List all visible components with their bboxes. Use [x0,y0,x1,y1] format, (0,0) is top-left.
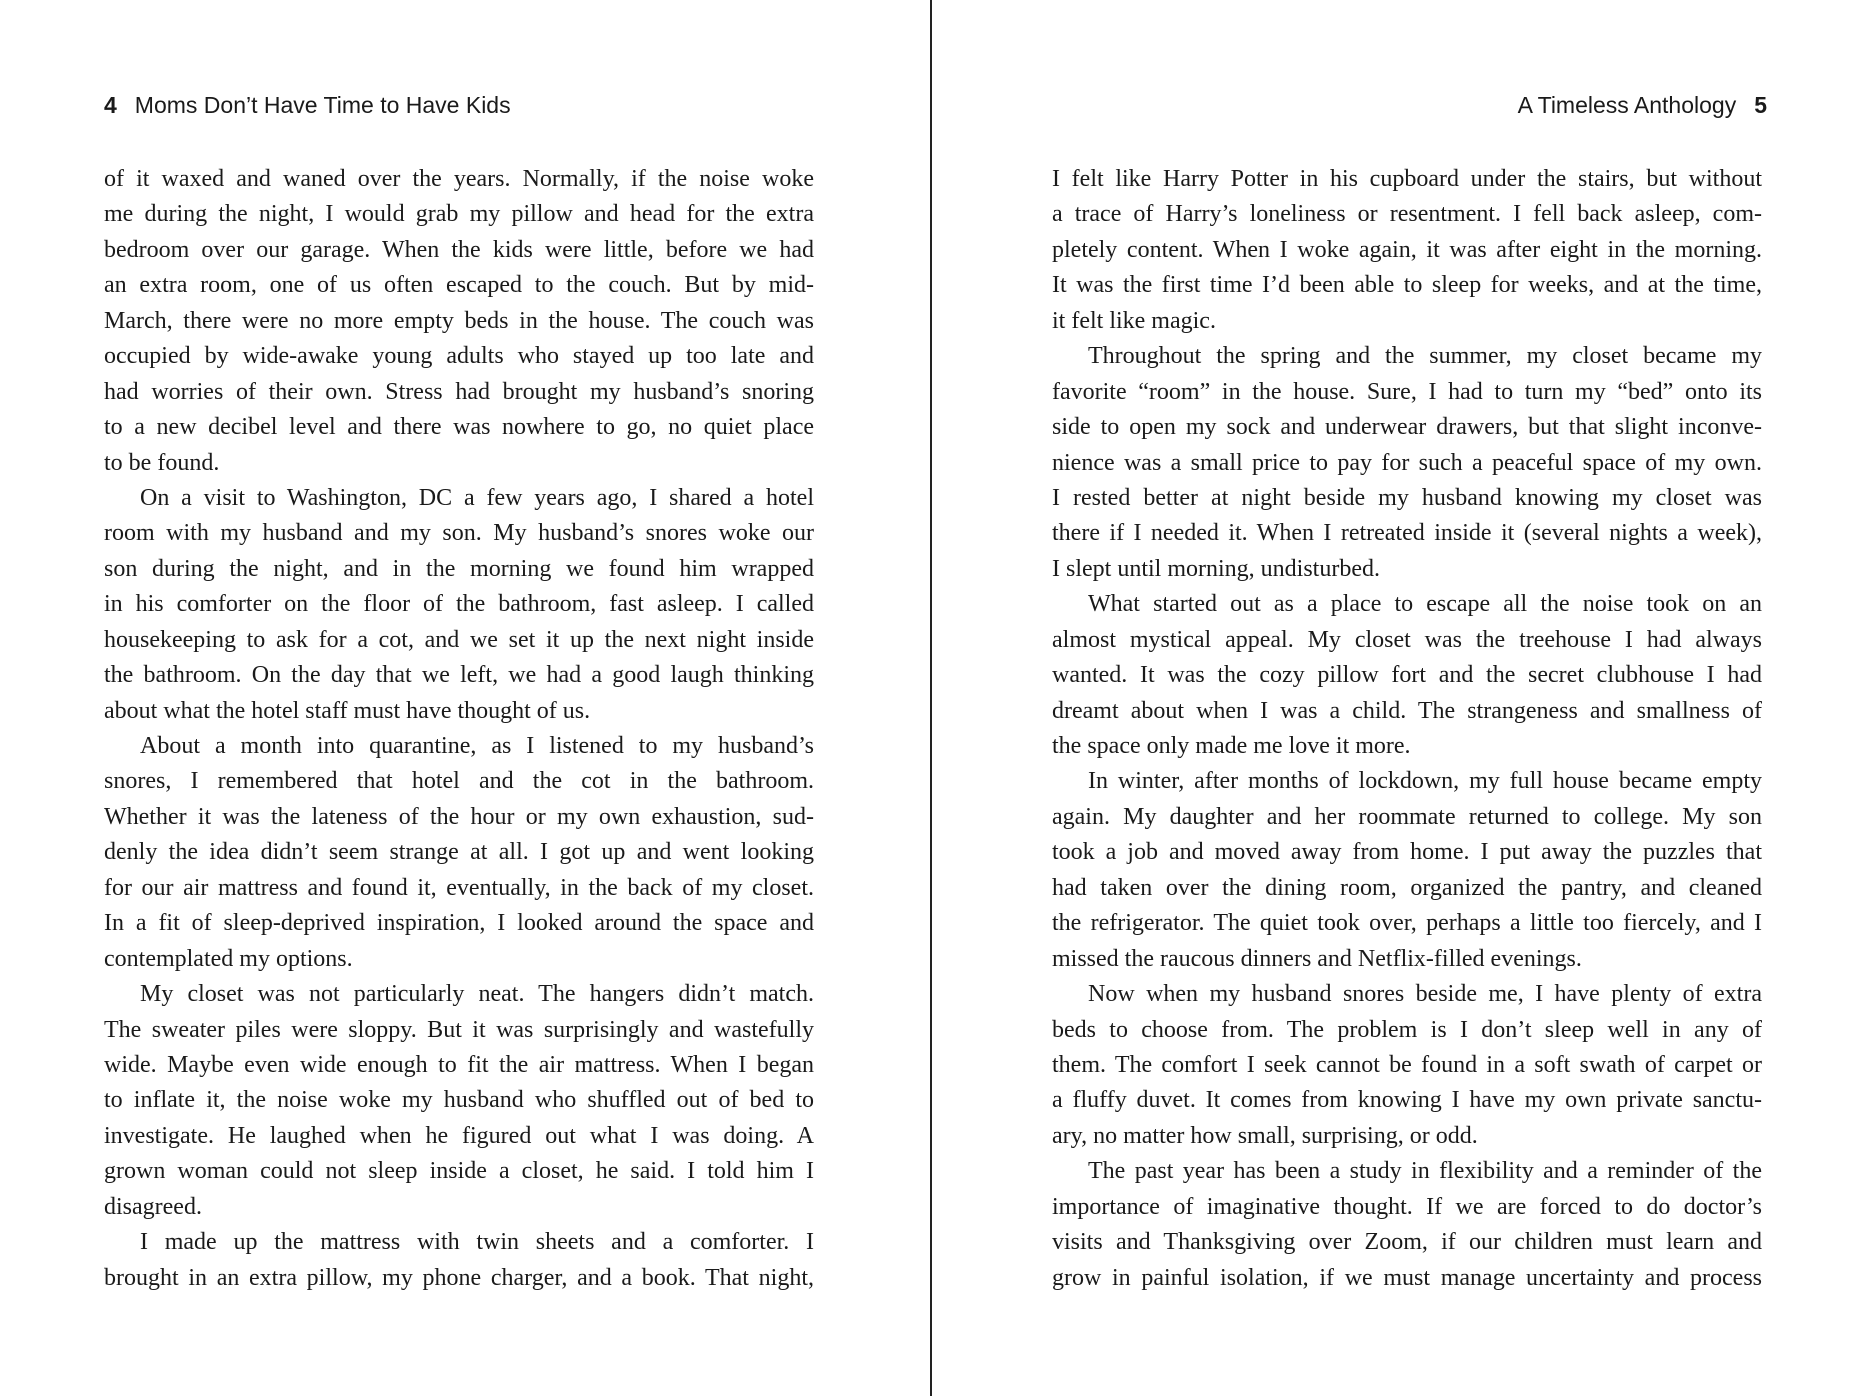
text-line: occupied by wide-awake young adults who stayed up too late and [104,343,814,370]
text-line: to be found. [104,449,220,476]
text-line: investigate. He laughed when he figured out what I was doing. A [104,1122,814,1149]
text-line: room with my husband and my son. My husband’s snores woke our [104,520,814,547]
text-line: The past year has been a study in flexibility and a reminder of the [1088,1158,1762,1185]
text-line: disagreed. [104,1193,202,1220]
text-line: About a month into quarantine, as I listened to my husband’s [140,733,814,759]
text-line: Throughout the spring and the summer, my closet became my [1088,343,1762,370]
text-line: about what the hotel staff must have thought of us. [104,697,591,724]
left-body-text [104,162,814,1296]
text-line: In a fit of sleep-deprived inspiration, I looked around the space and [104,910,814,937]
text-line: an extra room, one of us often escaped to the couch. But by mid- [104,272,814,299]
text-line: pletely content. When I woke again, it was after eight in the morning. [1052,236,1762,263]
left-page [0,0,930,1396]
text-line: contemplated my options. [104,945,353,972]
text-line: It was the first time I’d been able to sleep for weeks, and at the time, [1052,272,1762,299]
text-line: almost mystical appeal. My closet was the treehouse I had always [1052,626,1762,653]
text-line: the bathroom. On the day that we left, we had a good laugh thinking [104,662,814,689]
text-line: a trace of Harry’s loneliness or resentment. I fell back asleep, com- [1052,201,1762,228]
right-running-head-title: A Timeless Anthology [1517,92,1737,118]
text-line: visits and Thanksgiving over Zoom, if our children must learn and [1052,1229,1762,1256]
text-line: the space only made me love it more. [1052,733,1411,759]
text-line: My closet was not particularly neat. The hangers didn’t match. [140,981,814,1008]
text-line: I slept until morning, undisturbed. [1052,555,1380,582]
text-line: had worries of their own. Stress had brought my husband’s snoring [104,378,814,405]
text-line: to inflate it, the noise woke my husband who shuffled out of bed to [104,1087,814,1114]
text-line: Now when my husband snores beside me, I have plenty of extra [1088,981,1762,1008]
text-line: importance of imaginative thought. If we are forced to do doctor’s [1052,1193,1762,1220]
text-line: snores, I remembered that hotel and the cot in the bathroom. [104,768,814,795]
text-line: wanted. It was the cozy pillow fort and the secret clubhouse I had [1052,662,1762,689]
text-line: Whether it was the lateness of the hour or my own exhaustion, sud- [104,803,814,830]
text-line: denly the idea didn’t seem strange at all. I got up and went looking [104,839,814,866]
text-line: a fluffy duvet. It comes from knowing I have my own private sanctu- [1052,1087,1762,1114]
right-body-text [1052,162,1762,1296]
text-line: brought in an extra pillow, my phone charger, and a book. That night, [104,1264,814,1291]
text-line: again. My daughter and her roommate returned to college. My son [1052,803,1762,830]
text-line: the refrigerator. The quiet took over, perhaps a little too fiercely, and I [1052,910,1762,937]
text-line: beds to choose from. The problem is I don’t sleep well in any of [1052,1016,1762,1043]
text-line: it felt like magic. [1052,307,1216,334]
text-line: wide. Maybe even wide enough to fit the air mattress. When I began [104,1051,814,1078]
right-page-number: 5 [1754,92,1767,118]
text-line: of it waxed and waned over the years. Normally, if the noise woke [104,166,814,192]
text-line: I felt like Harry Potter in his cupboard under the stairs, but without [1052,166,1762,192]
text-line: The sweater piles were sloppy. But it was surprisingly and wastefully [104,1016,814,1043]
text-line: for our air mattress and found it, eventually, in the back of my closet. [104,874,814,901]
right-running-head [1518,90,1767,120]
text-line: bedroom over our garage. When the kids were little, before we had [104,236,814,263]
left-page-number: 4 [104,92,117,118]
text-line: March, there were no more empty beds in the house. The couch was [104,307,814,334]
text-line: grown woman could not sleep inside a closet, he said. I told him I [104,1158,814,1185]
text-line: dreamt about when I was a child. The strangeness and smallness of [1052,697,1762,724]
text-line: missed the raucous dinners and Netflix-filled evenings. [1052,945,1582,972]
text-line: What started out as a place to escape all the noise took on an [1088,591,1762,618]
text-line: I made up the mattress with twin sheets and a comforter. I [140,1229,814,1256]
text-line: side to open my sock and underwear drawers, but that slight inconve- [1052,414,1762,441]
text-line: me during the night, I would grab my pillow and head for the extra [104,201,814,228]
text-line: there if I needed it. When I retreated inside it (several nights a week), [1052,520,1762,547]
text-line: housekeeping to ask for a cot, and we set it up the next night inside [104,626,814,653]
text-line: them. The comfort I seek cannot be found in a soft swath of carpet or [1052,1051,1762,1078]
text-line: nience was a small price to pay for such a peaceful space of my own. [1052,449,1762,476]
text-line: had taken over the dining room, organized the pantry, and cleaned [1052,874,1762,901]
text-line: grow in painful isolation, if we must manage uncertainty and process [1052,1264,1762,1291]
text-line: In winter, after months of lockdown, my full house became empty [1088,768,1762,795]
text-line: I rested better at night beside my husband knowing my closet was [1052,484,1762,511]
left-running-head-title: Moms Don’t Have Time to Have Kids [134,92,511,118]
left-running-head [104,90,511,120]
right-page [932,0,1862,1396]
text-line: son during the night, and in the morning we found him wrapped [104,555,814,582]
text-line: On a visit to Washington, DC a few years ago, I shared a hotel [140,484,814,511]
text-line: to a new decibel level and there was nowhere to go, no quiet place [104,414,814,441]
text-line: favorite “room” in the house. Sure, I had to turn my “bed” onto its [1052,378,1762,405]
text-line: ary, no matter how small, surprising, or odd. [1052,1122,1478,1149]
text-line: in his comforter on the floor of the bathroom, fast asleep. I called [104,591,814,618]
text-line: took a job and moved away from home. I put away the puzzles that [1052,839,1762,866]
